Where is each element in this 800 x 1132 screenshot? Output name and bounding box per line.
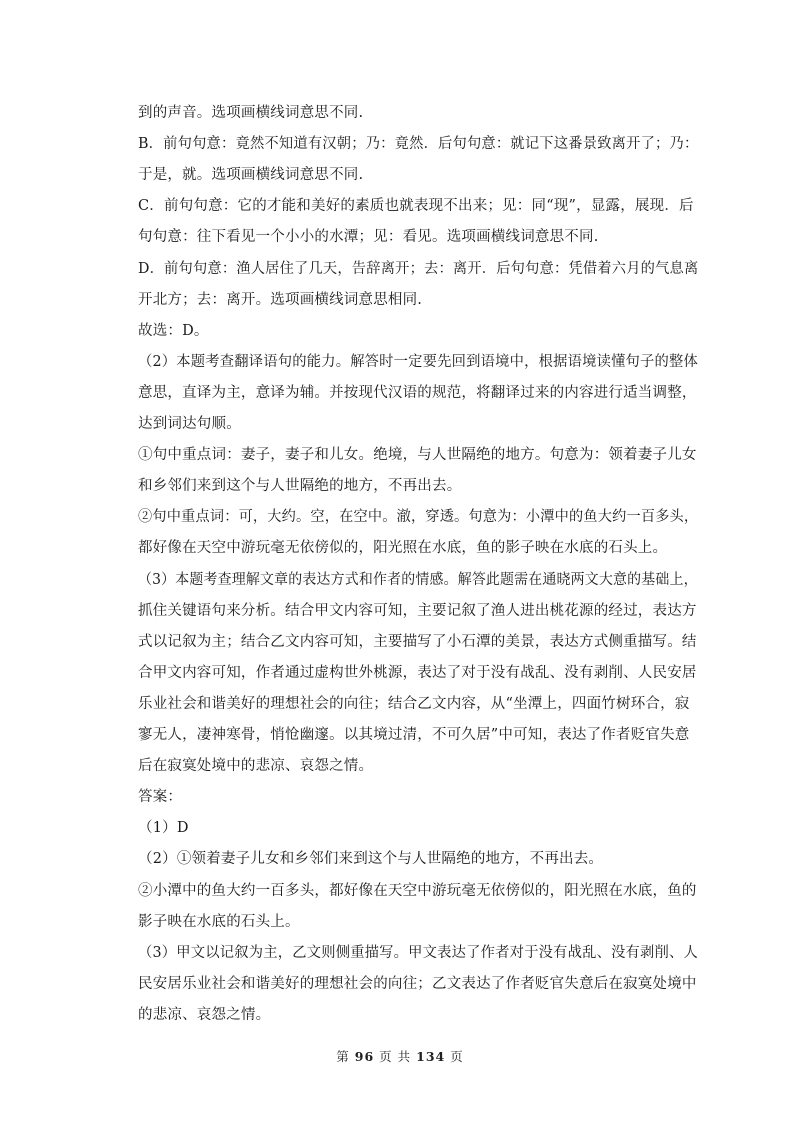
text-line: 合甲文内容可知，作者通过虚构世外桃源，表达了对于没有战乱、没有剥削、人民安居: [138, 664, 697, 681]
text-line: （3）甲文以记叙为主，乙文则侧重描写。甲文表达了作者对于没有战乱、没有剥削、人: [138, 944, 699, 961]
text-line: 影子映在水底的石头上。: [138, 913, 300, 930]
footer-middle: 页 共: [379, 1049, 412, 1064]
text-line: 都好像在天空中游玩毫无依傍似的，阳光照在水底，鱼的影子映在水底的石头上。: [138, 540, 668, 557]
text-line: 到的声音。选项画横线词意思不同.: [138, 105, 364, 121]
text-line: 寥无人，凄神寒骨，悄怆幽邃。以其境过清，不可久居”中可知，表达了作者贬官失意: [138, 727, 690, 743]
text-line: 和乡邻们来到这个与人世隔绝的地方，不再出去。: [138, 478, 462, 495]
footer-suffix: 页: [450, 1049, 464, 1064]
text-line: 的悲凉、哀怨之情。: [138, 1006, 271, 1023]
text-line: 句句意：往下看见一个小小的水潭；见：看见。选项画横线词意思不同.: [138, 229, 599, 246]
text-line: （1）D: [138, 820, 189, 837]
text-line: ①句中重点词：妻子，妻子和儿女。绝境，与人世隔绝的地方。句意为：领着妻子儿女: [138, 447, 697, 464]
text-line: B．前句句意：竟然不知道有汉朝；乃：竟然．后句句意：就记下这番景致离开了；乃：: [138, 136, 699, 153]
text-line: ②句中重点词：可，大约。空，在空中。澈，穿透。句意为：小潭中的鱼大约一百多头，: [138, 509, 699, 526]
text-line: 乐业社会和谐美好的理想社会的向往；结合乙文内容，从“坐潭上，四面竹树环合，寂: [138, 695, 690, 712]
text-line: C．前句句意：它的才能和美好的素质也就表现不出来；见：同“现”，显露，展现．后: [138, 198, 694, 215]
text-line: （3）本题考查理解文章的表达方式和作者的情感。解答此题需在通晓两文大意的基础上，: [138, 571, 698, 588]
text-line: 答案：: [138, 789, 183, 806]
text-line: 意思，直译为主，意译为辅。并按现代汉语的规范，将翻译过来的内容进行适当调整，: [138, 384, 697, 401]
text-line: 开北方；去：离开。选项画横线词意思相同.: [138, 291, 423, 308]
footer-prefix: 第: [336, 1049, 350, 1064]
text-line: 达到词达句顺。: [138, 416, 241, 432]
page-footer: [0, 1049, 800, 1065]
current-page-number: 96: [354, 1049, 375, 1064]
text-line: 于是，就。选项画横线词意思不同.: [138, 167, 364, 184]
text-line: 故选：D。: [138, 322, 209, 339]
text-line: （2）本题考查翻译语句的能力。解答时一定要先回到语境中，根据语境读懂句子的整体: [138, 353, 699, 370]
text-line: 抓住关键语句来分析。结合甲文内容可知，主要记叙了渔人进出桃花源的经过，表达方: [138, 602, 697, 619]
text-line: ②小潭中的鱼大约一百多头，都好像在天空中游玩毫无依傍似的，阳光照在水底，鱼的: [138, 882, 697, 899]
text-line: （2）①领着妻子儿女和乡邻们来到这个与人世隔绝的地方，不再出去。: [138, 851, 604, 868]
text-line: D．前句句意：渔人居住了几天，告辞离开；去：离开．后句句意：凭借着六月的气息离: [138, 260, 699, 277]
text-line: 式以记叙为主；结合乙文内容可知，主要描写了小石潭的美景，表达方式侧重描写。结: [138, 633, 697, 650]
text-line: 民安居乐业社会和谐美好的理想社会的向往；乙文表达了作者贬官失意后在寂寞处境中: [138, 975, 697, 992]
text-line: 后在寂寞处境中的悲凉、哀怨之情。: [138, 758, 374, 775]
total-page-count: 134: [416, 1049, 446, 1064]
